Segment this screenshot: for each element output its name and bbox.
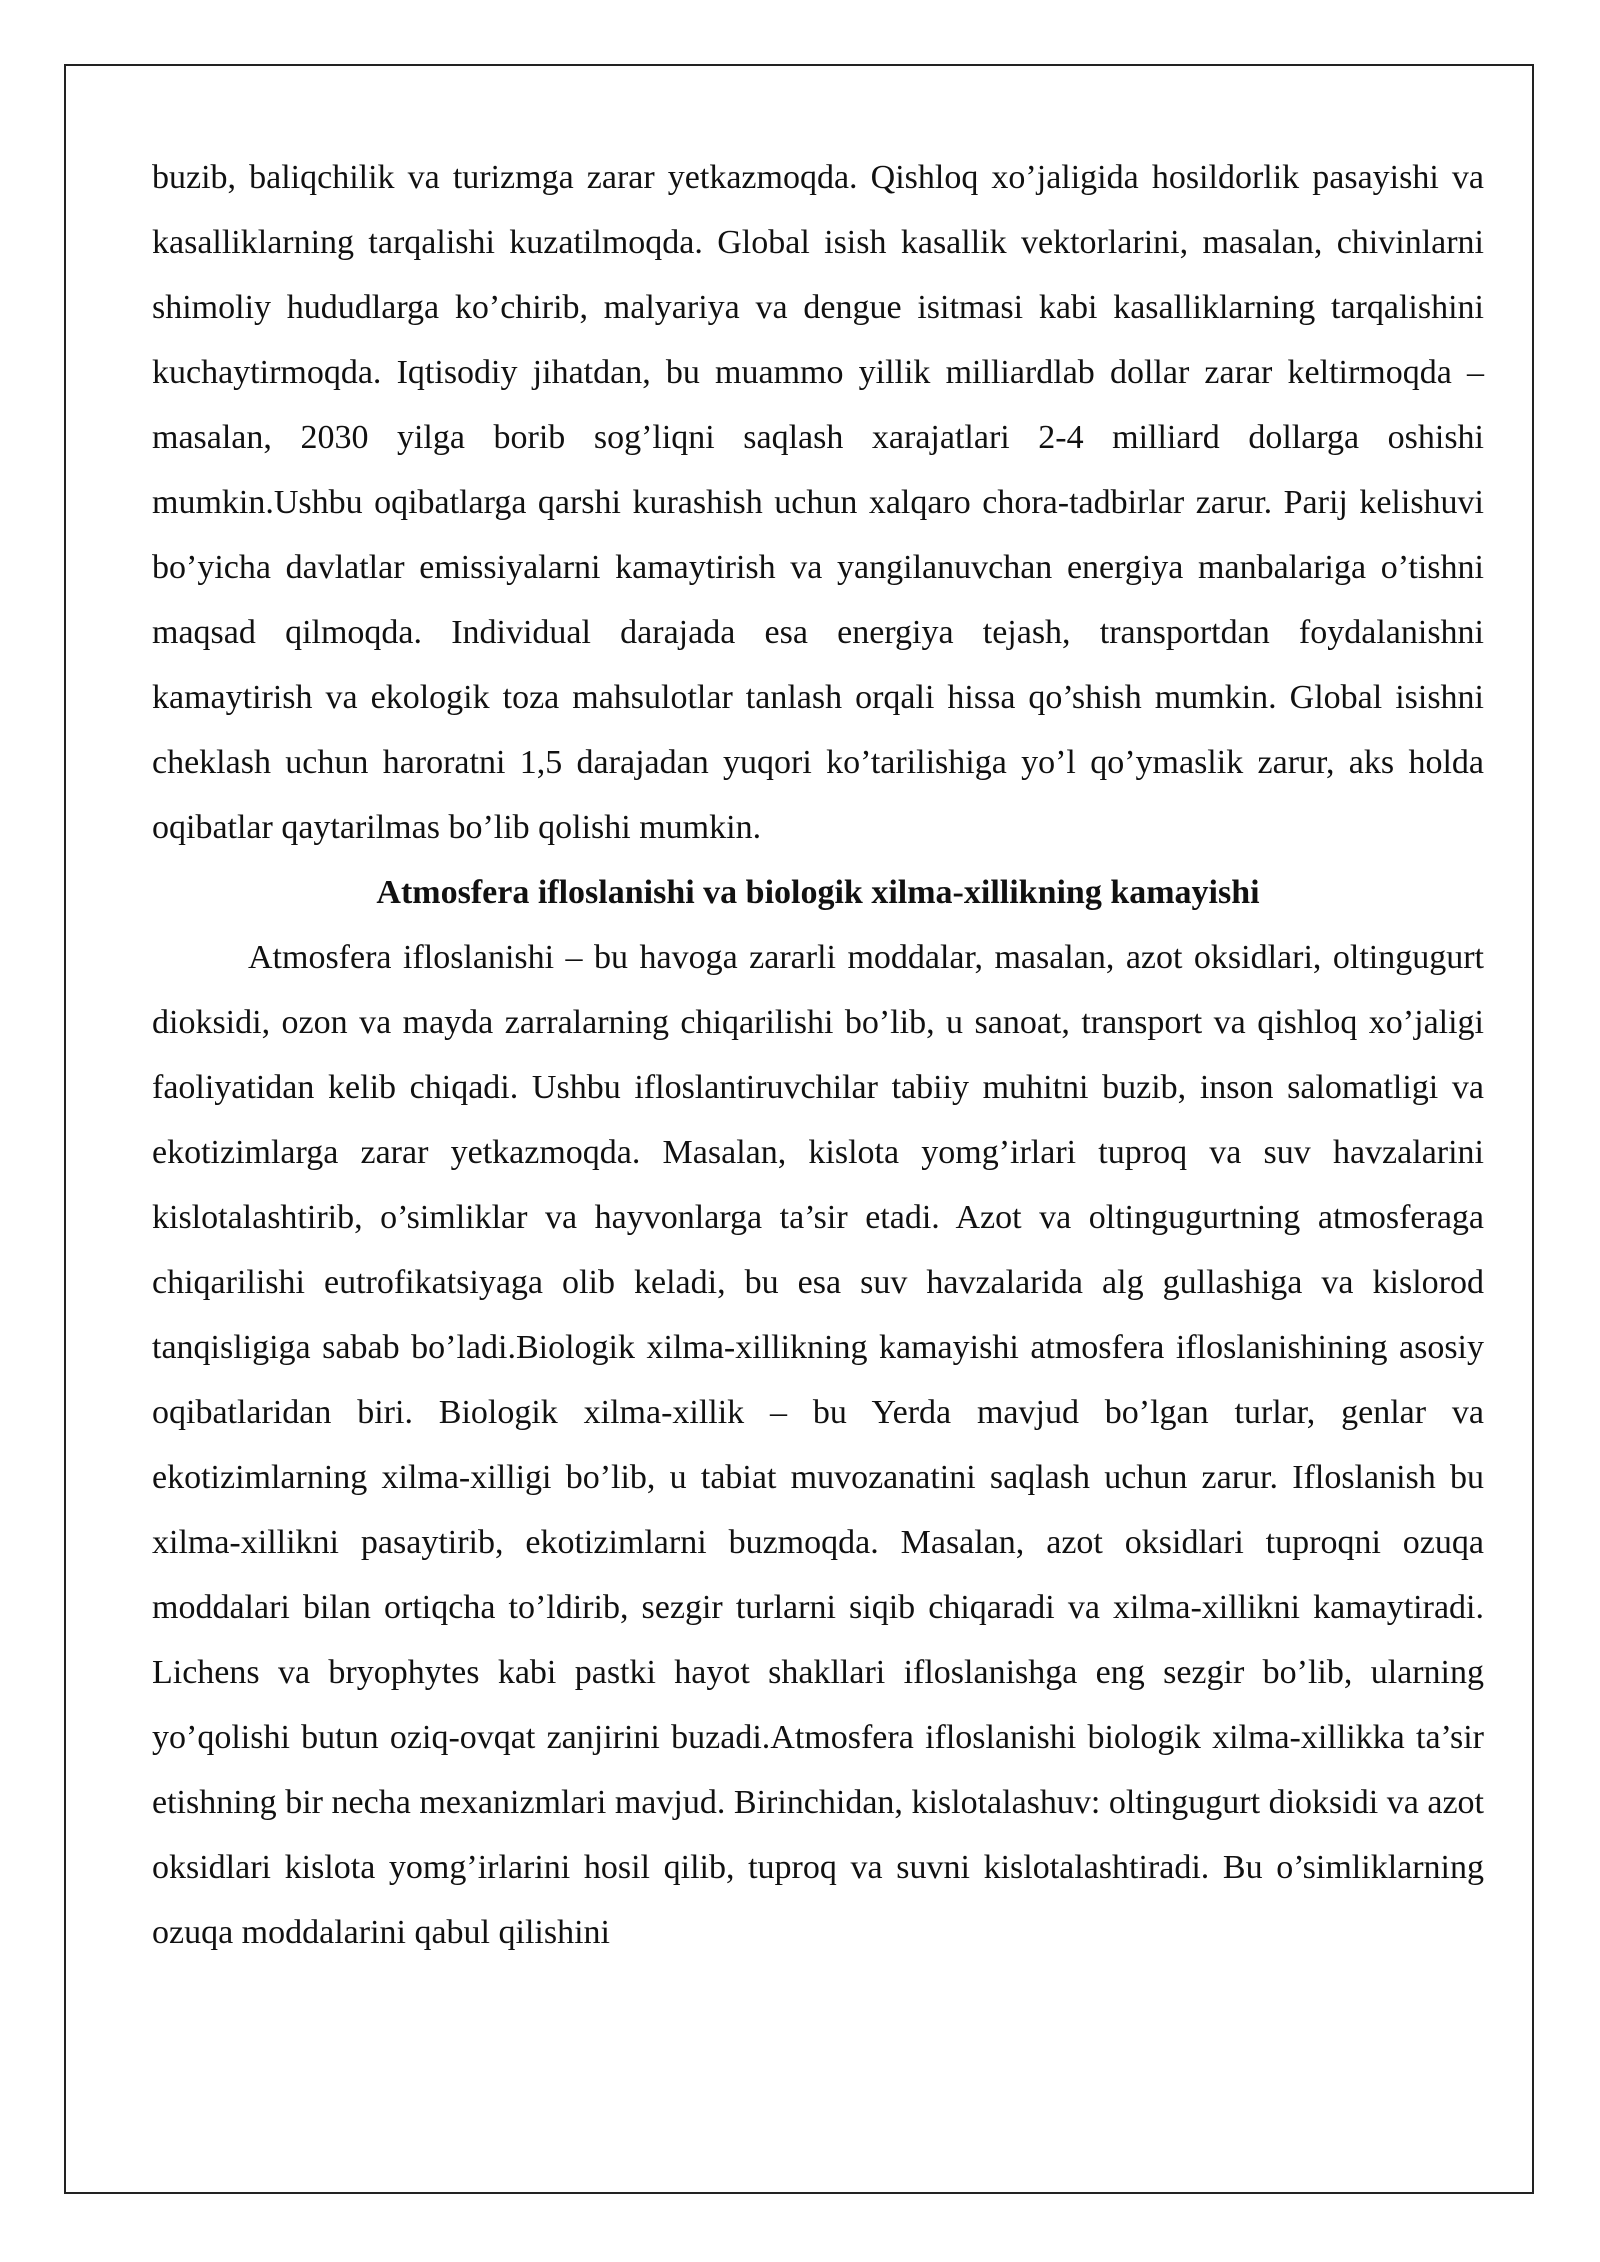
paragraph-global-warming-consequences: buzib, baliqchilik va turizmga zarar yetkazmoqda. Qishloq xo’jaligida hosildorlik pasayishi va kasalliklarning tarqalishi kuzatilmoqda. Global isish kasallik vektorlarini, masalan, chivinlarni shimoliy hududlarga ko’chirib, malyariya va dengue isitmasi kabi kasalliklarning tarqalishini kuchaytirmoqda. Iqtisodiy jihatdan, bu muammo yillik milliardlab dollar zarar keltirmoqda – masalan, 2030 yilga borib sog’liqni saqlash xarajatlari 2-4 milliard dollarga oshishi mumkin.Ushbu oqibatlarga qarshi kurashish uchun xalqaro chora-tadbirlar zarur. Parij kelishuvi bo’yicha davlatlar emissiyalarni kamaytirish va yangilanuvchan energiya manbalariga o’tishni maqsad qilmoqda. Individual darajada esa energiya tejash, transportdan foydalanishni kamaytirish va ekologik toza mahsulotlar tanlash orqali hissa qo’shish mumkin. Global isishni cheklash uchun haroratni 1,5 darajadan yuqori ko’tarilishiga yo’l qo’ymaslik zarur, aks holda oqibatlar qaytarilmas bo’lib qolishi mumkin. (152, 159, 1484, 846)
document-body (152, 145, 1484, 1965)
paragraph-atmospheric-pollution: Atmosfera ifloslanishi – bu havoga zararli moddalar, masalan, azot oksidlari, oltingugurt dioksidi, ozon va mayda zarralarning chiqarilishi bo’lib, u sanoat, transport va qishloq xo’jaligi faoliyatidan kelib chiqadi. Ushbu ifloslantiruvchilar tabiiy muhitni buzib, inson salomatligi va ekotizimlarga zarar yetkazmoqda. Masalan, kislota yomg’irlari tuproq va suv havzalarini kislotalashtirib, o’simliklar va hayvonlarga ta’sir etadi. Azot va oltingugurtning atmosferaga chiqarilishi eutrofikatsiyaga olib keladi, bu esa suv havzalarida alg gullashiga va kislorod tanqisligiga sabab bo’ladi.Biologik xilma-xillikning kamayishi atmosfera ifloslanishining asosiy oqibatlaridan biri. Biologik xilma-xillik – bu Yerda mavjud bo’lgan turlar, genlar va ekotizimlarning xilma-xilligi bo’lib, u tabiat muvozanatini saqlash uchun zarur. Ifloslanish bu xilma-xillikni pasaytirib, ekotizimlarni buzmoqda. Masalan, azot oksidlari tuproqni ozuqa moddalari bilan ortiqcha to’ldirib, sezgir turlarni siqib chiqaradi va xilma-xillikni kamaytiradi. Lichens va bryophytes kabi pastki hayot shakllari ifloslanishga eng sezgir bo’lib, ularning yo’qolishi butun oziq-ovqat zanjirini buzadi.Atmosfera ifloslanishi biologik xilma-xillikka ta’sir etishning bir necha mexanizmlari mavjud. Birinchidan, kislotalashuv: oltingugurt dioksidi va azot oksidlari kislota yomg’irlarini hosil qilib, tuproq va suvni kislotalashtiradi. Bu o’simliklarning ozuqa moddalarini qabul qilishini (152, 939, 1484, 1951)
section-heading: Atmosfera ifloslanishi va biologik xilma-xillikning kamayishi (376, 874, 1260, 911)
